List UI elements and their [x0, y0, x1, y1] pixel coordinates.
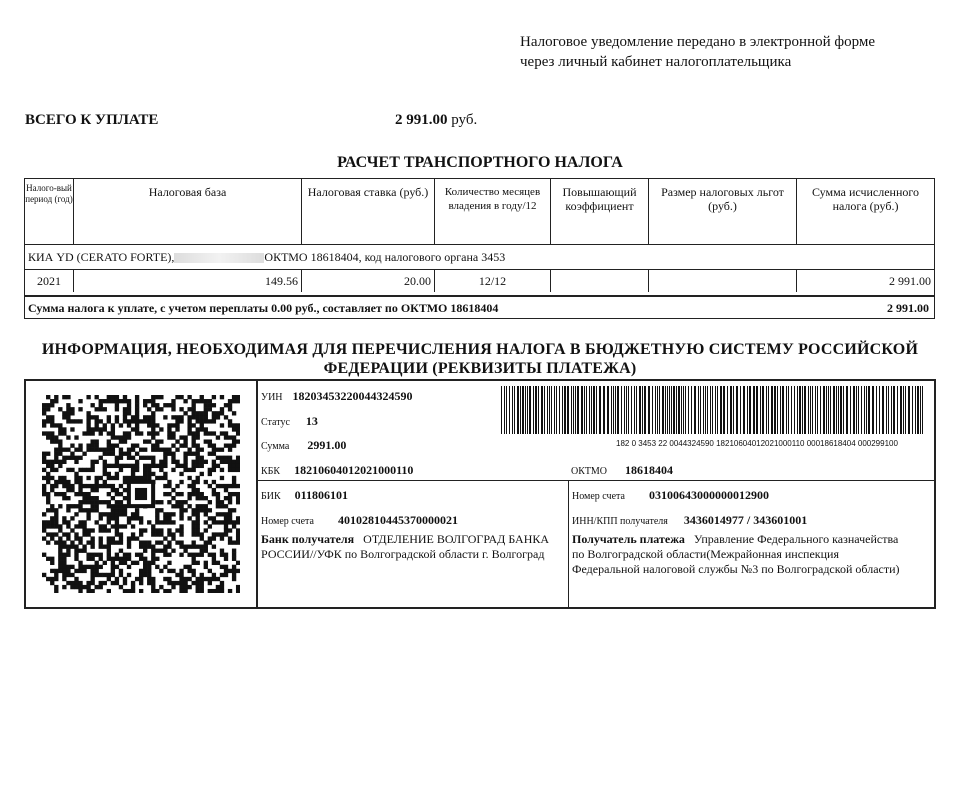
- col-header-sum: Сумма исчисленного налога (руб.): [811, 185, 920, 213]
- bik-label: БИК: [261, 491, 281, 502]
- status-label: Статус: [261, 417, 290, 428]
- summary-text: Сумма налога к уплате, с учетом переплаты 0.00 руб., составляет по ОКТМО 18618404: [28, 301, 499, 315]
- vehicle-name: КИА YD (CERATO FORTE),: [28, 250, 175, 264]
- barcode-digits: 182 0 3453 22 0044324590 18210604012021000110 00018618404 000299100: [616, 439, 898, 448]
- bank-block: [261, 532, 561, 562]
- recipient-block: [572, 532, 902, 577]
- oktmo-label: ОКТМО: [571, 466, 607, 477]
- barcode: [501, 386, 926, 434]
- cell-base: 149.56: [74, 270, 302, 292]
- payment-details: [24, 379, 936, 609]
- vehicle-oktmo: ОКТМО 18618404, код налогового органа 3453: [264, 250, 506, 264]
- summary-amount: 2 991.00: [887, 301, 929, 315]
- tax-calculation-table: [24, 178, 935, 319]
- notice-line-1: Налоговое уведомление передано в электронной форме: [520, 34, 876, 50]
- payment-title: ИНФОРМАЦИЯ, НЕОБХОДИМАЯ ДЛЯ ПЕРЕЧИСЛЕНИЯ НАЛОГА В БЮДЖЕТНУЮ СИСТЕМУ РОССИЙСКОЙ ФЕДЕРАЦИИ (РЕКВИЗИТЫ ПЛАТЕЖА): [41, 341, 919, 377]
- uin-label: УИН: [261, 392, 283, 403]
- cell-months: 12/12: [435, 270, 551, 292]
- cell-rate: 20.00: [302, 270, 435, 292]
- qr-area: [26, 381, 258, 607]
- recipient-name: Управление Федерального казначейства по Волгоградской области(Межрайонная инспекция Федеральной налоговой службы №3 по Волгоградской области): [572, 532, 900, 576]
- total-amount-value: 2 991.00: [395, 112, 448, 128]
- notice-line-2: через личный кабинет налогоплательщика: [520, 54, 792, 70]
- col-header-period: Налого-вый период (год): [25, 179, 74, 244]
- account2-value: 03100643000000012900: [648, 488, 769, 502]
- electronic-notice: [520, 32, 940, 72]
- col-header-benefit: Размер налоговых льгот (руб.): [649, 179, 797, 244]
- account2-label: Номер счета: [572, 491, 625, 502]
- recipient-label: Получатель платежа: [572, 532, 685, 546]
- inn-label: ИНН/КПП получателя: [572, 516, 668, 527]
- cell-sum: 2 991.00: [889, 274, 931, 288]
- total-amount: [395, 112, 477, 129]
- summary-row: [25, 295, 934, 319]
- uin-value: 18203453220044324590: [292, 389, 413, 403]
- col-header-rate: Налоговая ставка (руб.): [302, 179, 435, 244]
- col-header-coef: Повышающий коэффициент: [551, 179, 649, 244]
- col-header-base: Налоговая база: [74, 179, 302, 244]
- sum-label: Сумма: [261, 441, 290, 452]
- col-header-months: Количество месяцев владения в году/12: [435, 179, 551, 244]
- bank-name: ОТДЕЛЕНИЕ ВОЛГОГРАД БАНКА РОССИИ//УФК по Волгоградской области г. Волгоград: [261, 532, 550, 561]
- account-label: Номер счета: [261, 516, 314, 527]
- kbk-value: 18210604012021000110: [294, 463, 414, 477]
- total-label: ВСЕГО К УПЛАТЕ: [25, 112, 159, 128]
- kbk-label: КБК: [261, 466, 281, 477]
- cell-year: 2021: [25, 270, 74, 292]
- redacted-plate: [174, 253, 264, 263]
- bank-label: Банк получателя: [261, 532, 355, 546]
- cell-benefit: [649, 270, 797, 292]
- cell-coef: [551, 270, 649, 292]
- inn-value: 3436014977 / 343601001: [683, 513, 808, 527]
- sum-value: 2991.00: [307, 438, 347, 452]
- status-value: 13: [305, 414, 318, 428]
- qr-code: [42, 395, 240, 593]
- vehicle-info: [28, 250, 505, 265]
- oktmo-value: 18618404: [624, 463, 673, 477]
- account-value: 40102810445370000021: [337, 513, 458, 527]
- bik-value: 011806101: [294, 488, 348, 502]
- calc-title: РАСЧЕТ ТРАНСПОРТНОГО НАЛОГА: [337, 154, 623, 171]
- total-currency: руб.: [451, 112, 478, 128]
